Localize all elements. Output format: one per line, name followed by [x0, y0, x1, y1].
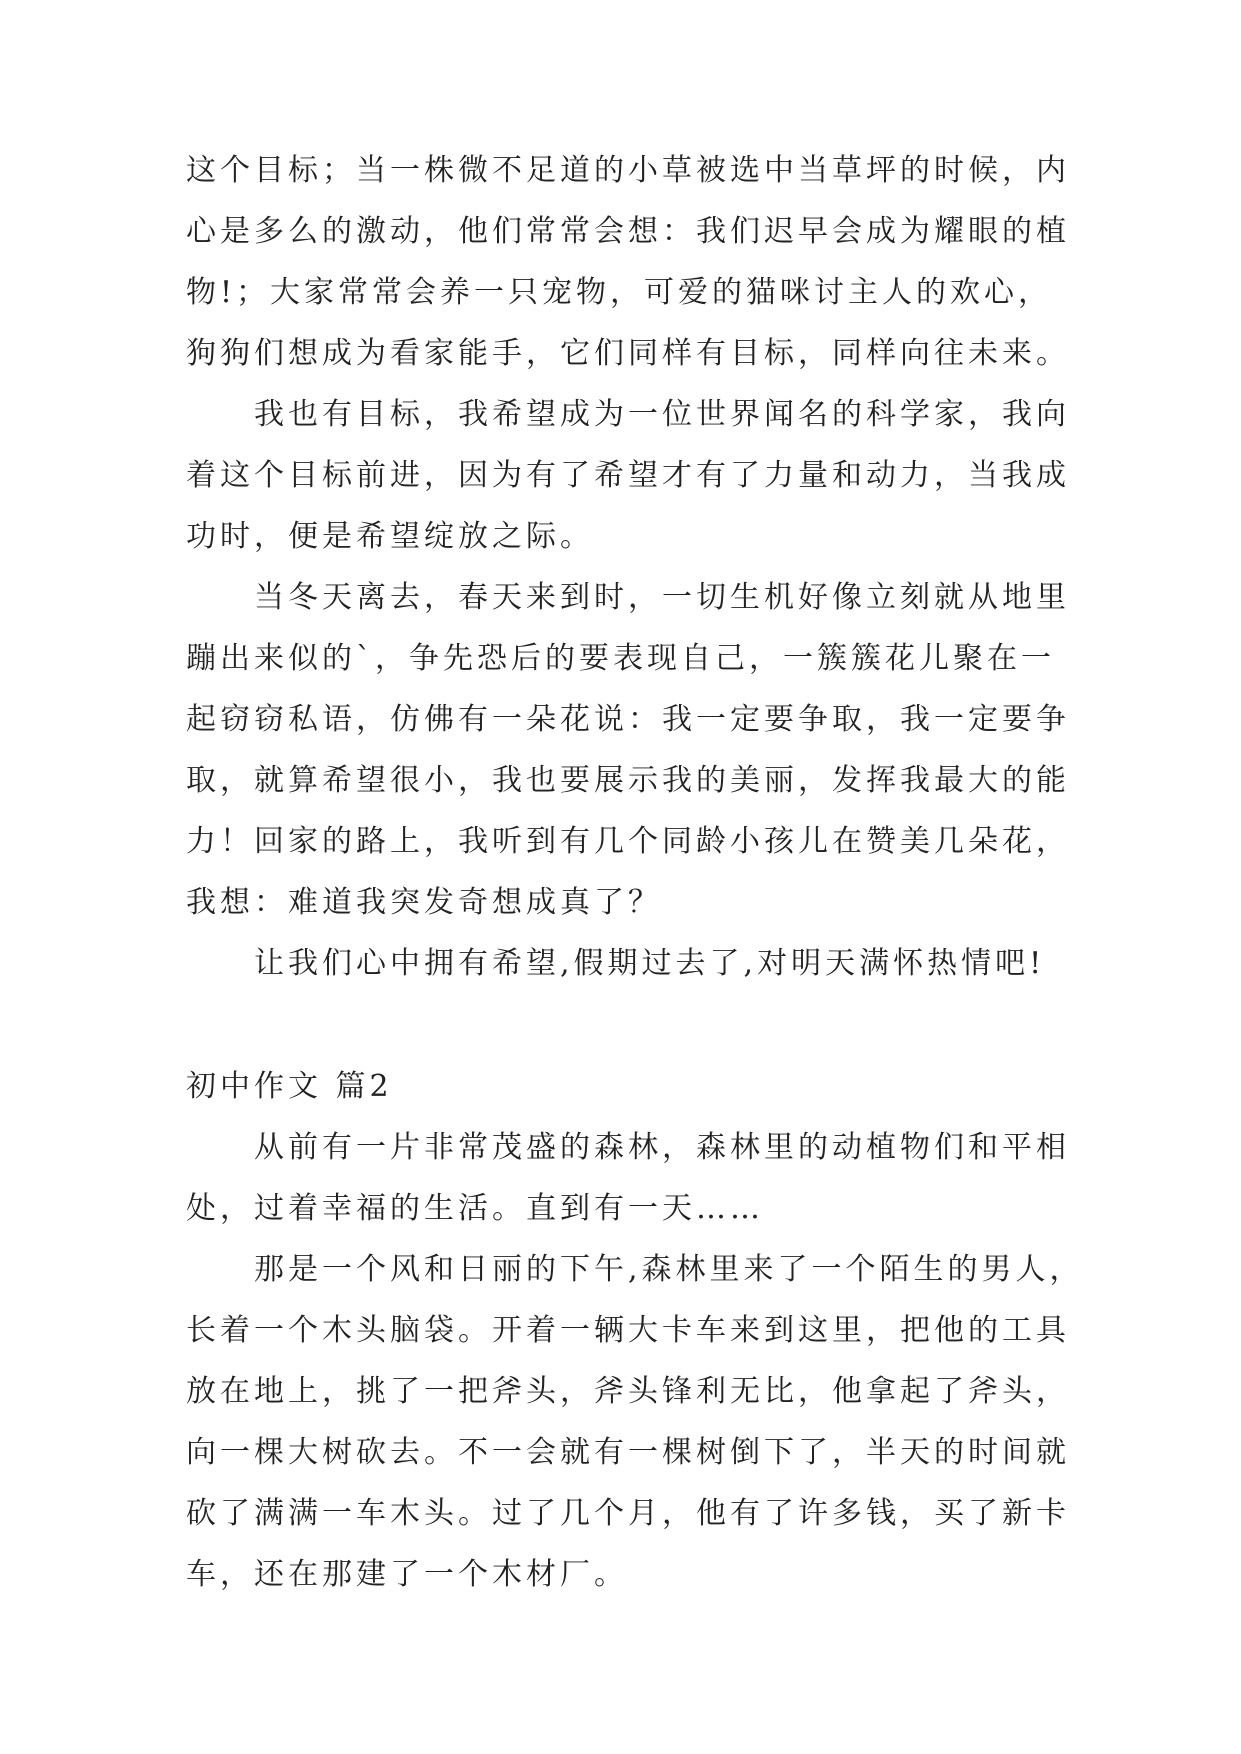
paragraph-start: 让我们心中拥有希望,假期过去了,对明天满怀热情吧! — [254, 946, 1046, 981]
text-line: 功时，便是希望绽放之际。 — [186, 519, 594, 554]
text-line: 处，过着幸福的生活。直到有一天…… — [186, 1191, 764, 1226]
text-line: 起窃窃私语，仿佛有一朵花说：我一定要争取，我一定要争 — [186, 702, 1070, 737]
text-line: 放在地上，挑了一把斧头，斧头锋利无比，他拿起了斧头， — [186, 1374, 1070, 1409]
text-line: 力！回家的路上，我听到有几个同龄小孩儿在赞美几朵花， — [186, 824, 1070, 859]
text-line: 这个目标；当一株微不足道的小草被选中当草坪的时候，内 — [186, 153, 1070, 188]
paragraph-start: 我也有目标，我希望成为一位世界闻名的科学家，我向 — [254, 397, 1070, 432]
text-line: 我想：难道我突发奇想成真了？ — [186, 885, 662, 920]
text-line: 车，还在那建了一个木材厂。 — [186, 1557, 628, 1592]
text-line: 着这个目标前进，因为有了希望才有了力量和动力，当我成 — [186, 458, 1070, 493]
section-heading: 初中作文 篇2 — [186, 1069, 393, 1104]
section-gap — [186, 994, 1086, 1056]
text-line: 物!；大家常常会养一只宠物，可爱的猫咪讨主人的欢心， — [186, 275, 1053, 310]
paragraph-start: 从前有一片非常茂盛的森林，森林里的动植物们和平相 — [254, 1130, 1070, 1165]
text-line: 狗狗们想成为看家能手，它们同样有目标，同样向往未来。 — [186, 336, 1070, 371]
paragraph-start: 那是一个风和日丽的下午,森林里来了一个陌生的男人， — [254, 1252, 1084, 1287]
text-line: 长着一个木头脑袋。开着一辆大卡车来到这里，把他的工具 — [186, 1313, 1070, 1348]
text-line: 蹦出来似的`，争先恐后的要表现自己，一簇簇花儿聚在一 — [186, 641, 1055, 676]
text-line: 取，就算希望很小，我也要展示我的美丽，发挥我最大的能 — [186, 763, 1070, 798]
paragraph-start: 当冬天离去，春天来到时，一切生机好像立刻就从地里 — [254, 580, 1070, 615]
text-line: 砍了满满一车木头。过了几个月，他有了许多钱，买了新卡 — [186, 1496, 1070, 1531]
text-line: 心是多么的激动，他们常常会想：我们迟早会成为耀眼的植 — [186, 214, 1070, 249]
text-line: 向一棵大树砍去。不一会就有一棵树倒下了，半天的时间就 — [186, 1435, 1070, 1470]
essay-body — [186, 140, 1086, 1605]
